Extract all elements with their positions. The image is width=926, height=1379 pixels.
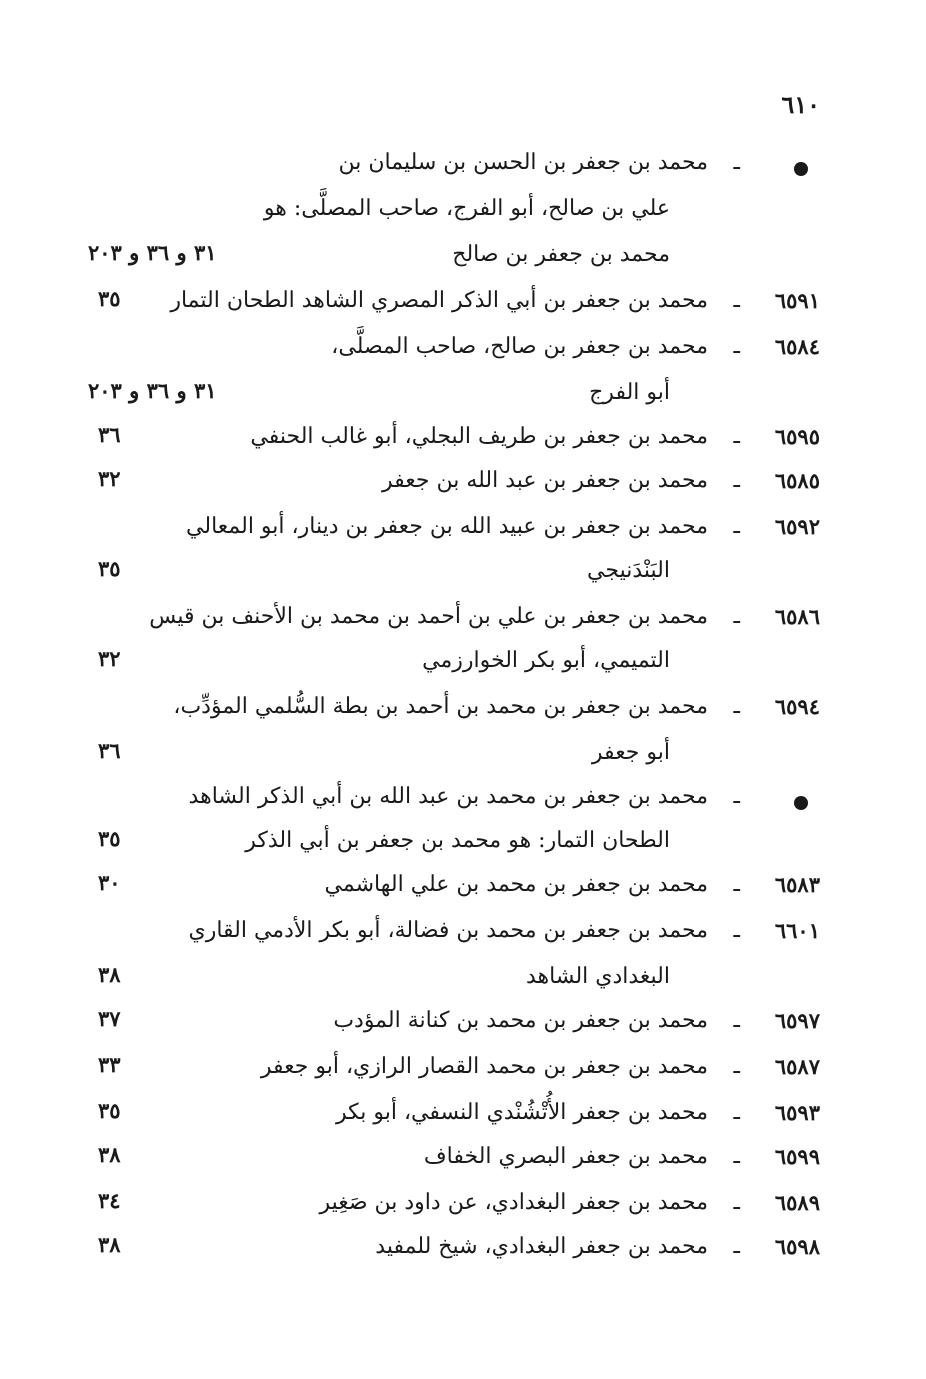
entry-name: الطحان التمار: هو محمد بن جعفر بن أبي الذكر bbox=[245, 828, 670, 853]
entry-name: محمد بن جعفر بن محمد بن فضالة، أبو بكر الأدمي القاري bbox=[188, 918, 708, 943]
index-entry-continuation bbox=[80, 740, 820, 780]
index-entry-continuation bbox=[80, 242, 820, 282]
entry-dash: ـ bbox=[733, 1054, 740, 1079]
entry-number: ٦٥٨٧ bbox=[774, 1054, 820, 1079]
page-reference: ٣٥ bbox=[98, 826, 121, 851]
bullet-icon bbox=[794, 162, 808, 176]
page-reference: ٣٦ bbox=[98, 738, 121, 763]
entry-dash: ـ bbox=[733, 288, 740, 313]
entry-name: محمد بن جعفر البغدادي، شيخ للمفيد bbox=[375, 1234, 708, 1259]
entry-dash: ـ bbox=[733, 424, 740, 449]
entry-name: البَنْدَنيجي bbox=[587, 558, 670, 583]
entry-name: محمد بن جعفر بن محمد بن أحمد بن بطة السُّلمي المؤدِّب، bbox=[173, 694, 708, 719]
entry-name: محمد بن جعفر بن محمد بن علي الهاشمي bbox=[324, 872, 708, 897]
entry-name: محمد بن جعفر بن محمد بن عبد الله بن أبي الذكر الشاهد bbox=[188, 784, 708, 809]
page-reference: ٣٥ bbox=[98, 1098, 121, 1123]
index-entry-continuation bbox=[80, 558, 820, 598]
page-reference: ٣٣ bbox=[98, 1052, 121, 1077]
entry-dash: ـ bbox=[733, 1144, 740, 1169]
entry-dash: ـ bbox=[733, 468, 740, 493]
index-entry-continuation bbox=[80, 648, 820, 688]
entry-name: محمد بن جعفر بن عبد الله بن جعفر bbox=[382, 468, 708, 493]
entry-name: البغدادي الشاهد bbox=[525, 964, 670, 989]
entry-number: ٦٥٨٦ bbox=[774, 604, 820, 629]
entry-name: علي بن صالح، أبو الفرج، صاحب المصلَّى: هو bbox=[263, 196, 670, 221]
entry-name: محمد بن جعفر بن علي بن أحمد بن محمد بن الأحنف بن قيس bbox=[149, 604, 708, 629]
entry-number: ٦٥٨٤ bbox=[774, 334, 820, 359]
entry-name: محمد بن جعفر بن الحسن بن سليمان بن bbox=[338, 150, 708, 175]
entry-number: ٦٥٩٢ bbox=[774, 514, 820, 539]
entry-dash: ـ bbox=[733, 694, 740, 719]
entry-dash: ـ bbox=[733, 1234, 740, 1259]
entry-dash: ـ bbox=[733, 784, 740, 809]
index-entry bbox=[80, 872, 820, 912]
entry-name: محمد بن جعفر البغدادي، عن داود بن صَغِير bbox=[319, 1190, 708, 1215]
index-entry bbox=[80, 1234, 820, 1274]
page-reference: ٣١ و ٣٦ و ٢٠٣ bbox=[88, 240, 217, 265]
entry-dash: ـ bbox=[733, 604, 740, 629]
page-reference: ٣١ و ٣٦ و ٢٠٣ bbox=[88, 378, 217, 403]
entry-dash: ـ bbox=[733, 334, 740, 359]
entry-number: ٦٥٩٨ bbox=[774, 1234, 820, 1259]
entry-number: ٦٥٩٩ bbox=[774, 1144, 820, 1169]
page-reference: ٣٧ bbox=[98, 1006, 121, 1031]
index-entry bbox=[80, 1100, 820, 1140]
index-entry-continuation bbox=[80, 964, 820, 1004]
bullet-icon bbox=[794, 796, 808, 810]
entry-number: ٦٥٨٥ bbox=[774, 468, 820, 493]
entry-name: محمد بن جعفر الأُتْشُنْدي النسفي، أبو بكر bbox=[335, 1100, 708, 1125]
page-reference: ٣٤ bbox=[98, 1188, 121, 1213]
entry-number: ٦٥٩٥ bbox=[774, 424, 820, 449]
entry-name: محمد بن جعفر بن صالح، صاحب المصلَّى، bbox=[331, 334, 708, 359]
page-reference: ٣٨ bbox=[98, 962, 121, 987]
page-reference: ٣٠ bbox=[98, 870, 121, 895]
page-number: ٦١٠ bbox=[781, 90, 820, 119]
index-entry bbox=[80, 1144, 820, 1184]
entry-name: أبو الفرج bbox=[589, 380, 670, 405]
index-entry bbox=[80, 1054, 820, 1094]
entry-dash: ـ bbox=[733, 514, 740, 539]
entry-name: محمد بن جعفر البصري الخفاف bbox=[423, 1144, 708, 1169]
entry-number: ٦٥٩١ bbox=[774, 288, 820, 313]
page-reference: ٣٨ bbox=[98, 1232, 121, 1257]
entry-number: ٦٥٨٩ bbox=[774, 1190, 820, 1215]
entry-number: ٦٥٩٤ bbox=[774, 694, 820, 719]
entry-name: محمد بن جعفر بن طريف البجلي، أبو غالب الحنفي bbox=[250, 424, 708, 449]
entry-dash: ـ bbox=[733, 918, 740, 943]
page-reference: ٣٦ bbox=[98, 422, 121, 447]
index-entry bbox=[80, 784, 820, 824]
entry-name: التميمي، أبو بكر الخوارزمي bbox=[422, 648, 670, 673]
index-entry-continuation bbox=[80, 196, 820, 236]
page-reference: ٣٨ bbox=[98, 1142, 121, 1167]
entry-dash: ـ bbox=[733, 150, 740, 175]
entry-name: محمد بن جعفر بن محمد بن كنانة المؤدب bbox=[333, 1008, 708, 1033]
index-entry bbox=[80, 424, 820, 464]
entry-name: محمد بن جعفر بن أبي الذكر المصري الشاهد الطحان التمار bbox=[170, 288, 708, 313]
entry-dash: ـ bbox=[733, 872, 740, 897]
entry-dash: ـ bbox=[733, 1190, 740, 1215]
entry-dash: ـ bbox=[733, 1008, 740, 1033]
index-entry bbox=[80, 1190, 820, 1230]
index-entry bbox=[80, 694, 820, 734]
entry-name: محمد بن جعفر بن محمد القصار الرازي، أبو جعفر bbox=[260, 1054, 708, 1079]
index-entry bbox=[80, 150, 820, 190]
entry-number: ٦٥٨٣ bbox=[774, 872, 820, 897]
index-entry-continuation bbox=[80, 828, 820, 868]
entry-dash: ـ bbox=[733, 1100, 740, 1125]
page-reference: ٣٥ bbox=[98, 286, 121, 311]
index-entry bbox=[80, 514, 820, 554]
page-reference: ٣٥ bbox=[98, 556, 121, 581]
index-entry bbox=[80, 334, 820, 374]
entry-name: محمد بن جعفر بن صالح bbox=[452, 242, 670, 267]
index-entry-continuation bbox=[80, 380, 820, 420]
entry-name: أبو جعفر bbox=[591, 740, 670, 765]
page-reference: ٣٢ bbox=[98, 466, 121, 491]
index-entry bbox=[80, 1008, 820, 1048]
index-entry bbox=[80, 604, 820, 644]
index-entry bbox=[80, 288, 820, 328]
entry-number: ٦٥٩٧ bbox=[774, 1008, 820, 1033]
entry-number: ٦٥٩٣ bbox=[774, 1100, 820, 1125]
index-entry bbox=[80, 918, 820, 958]
entry-number: ٦٦٠١ bbox=[774, 918, 820, 943]
index-entry bbox=[80, 468, 820, 508]
page-reference: ٣٢ bbox=[98, 646, 121, 671]
entry-name: محمد بن جعفر بن عبيد الله بن جعفر بن دينار، أبو المعالي bbox=[186, 514, 708, 539]
